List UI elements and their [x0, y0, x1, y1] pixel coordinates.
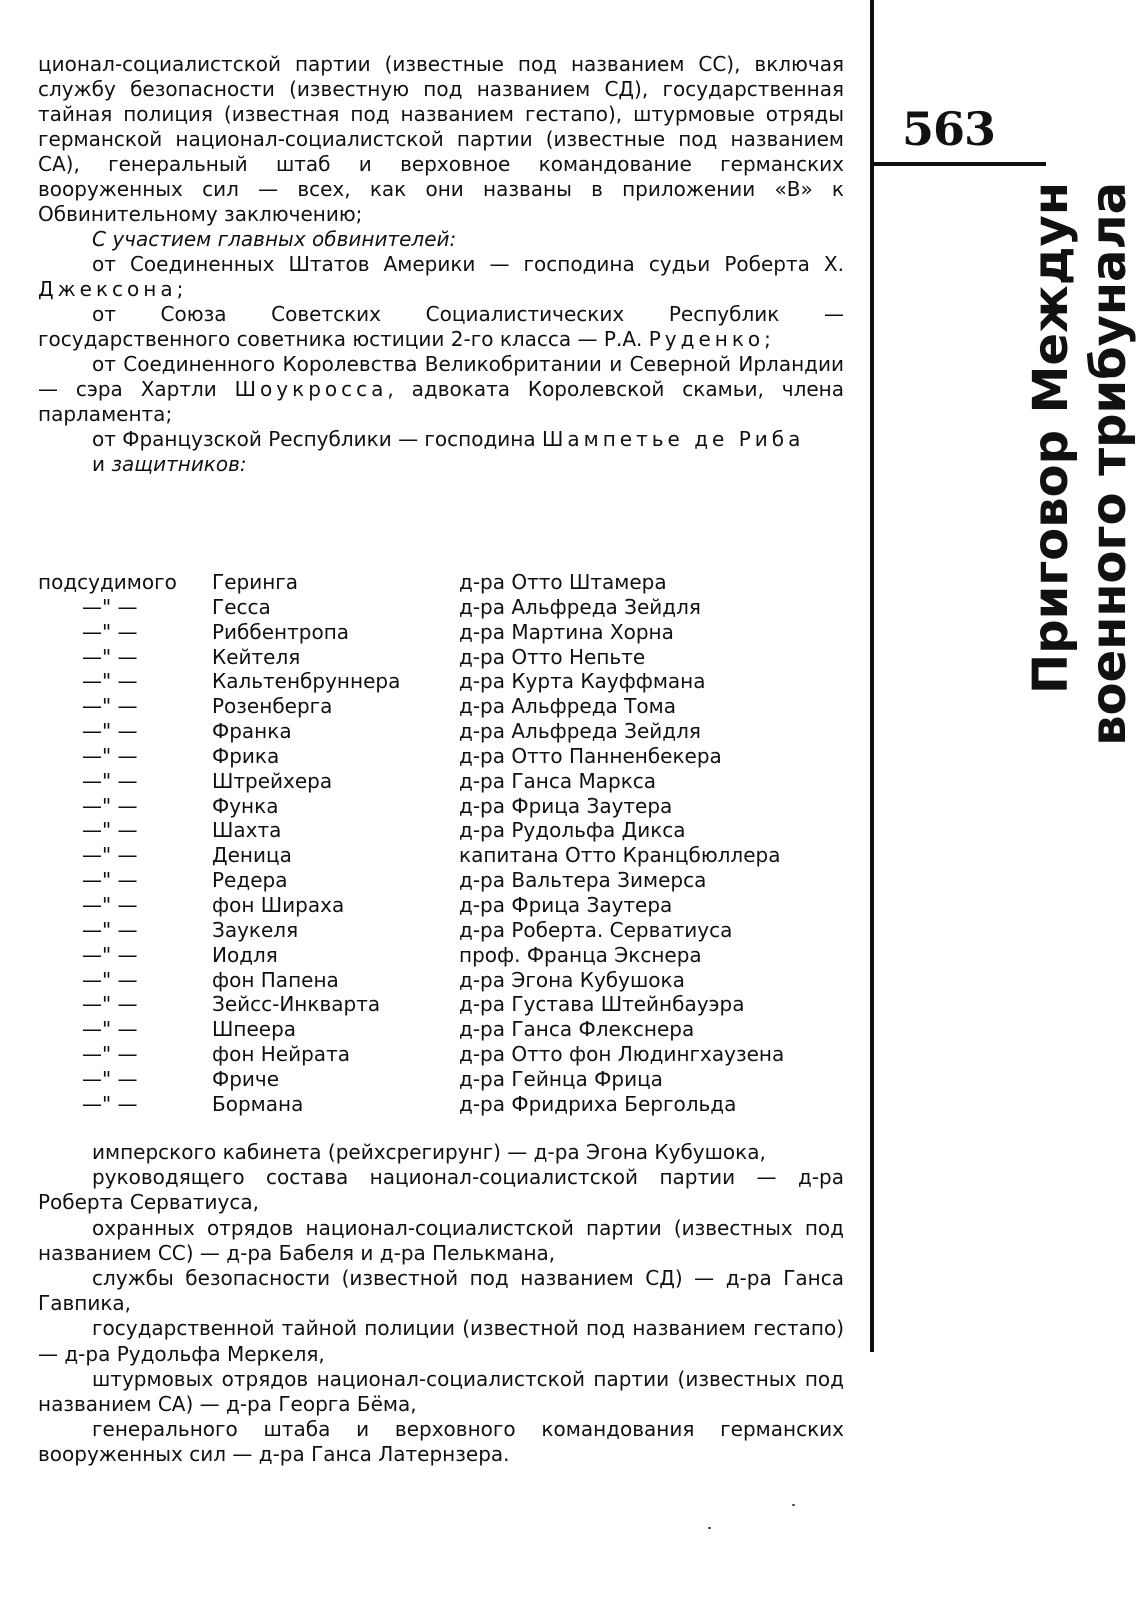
roster-row: [38, 694, 844, 719]
prosecutor-france: [38, 427, 844, 452]
organization-counsel: государственной тайной полиции (известной под названием гестапо) — д-ра Рудольфа Меркеля,: [38, 1316, 844, 1366]
roster-row: [38, 1042, 844, 1067]
roster-ditto: —" —: [82, 1042, 138, 1067]
roster-ditto: —" —: [82, 594, 138, 619]
roster-ditto: —" —: [82, 669, 138, 694]
roster-row: [38, 719, 844, 744]
running-head-line2: военного трибунала: [1081, 182, 1137, 746]
roster-row: [38, 645, 844, 670]
roster-row: [38, 943, 844, 968]
roster-row: [38, 818, 844, 843]
defenders-heading-label: защитников:: [111, 452, 247, 476]
defendant-name: Кальтенбруннера: [212, 669, 401, 694]
roster-role: подсудимого: [38, 570, 177, 594]
prosecutor-ussr-name: Руденко: [648, 327, 765, 351]
defendant-name: Фриче: [212, 1066, 280, 1091]
prosecutor-uk-end: , адвоката Королевской скамьи, члена парламента;: [38, 377, 844, 426]
counsel-name: д-ра Ганса Маркса: [459, 768, 657, 793]
organization-counsel: службы безопасности (известной под названием СД) — д-ра Ганса Гавпика,: [38, 1266, 844, 1316]
roster-ditto: —" —: [82, 967, 138, 992]
counsel-name: д-ра Отто Штамера: [459, 570, 667, 594]
defendant-name: Фрика: [212, 743, 280, 768]
prosecutor-usa: [38, 252, 844, 302]
roster-row: [38, 1067, 844, 1092]
counsel-name: д-ра Ганса Флекснера: [459, 1017, 695, 1042]
counsel-name: д-ра Фридриха Бергольда: [459, 1091, 737, 1116]
counsel-name: д-ра Роберта. Серватиуса: [459, 917, 733, 942]
counsel-name: д-ра Рудольфа Дикса: [459, 818, 686, 843]
counsel-name: д-ра Мартина Хорна: [459, 619, 674, 644]
counsel-name: д-ра Вальтера Зимерса: [459, 868, 707, 893]
defendant-name: фон Нейрата: [212, 1042, 350, 1067]
roster-row: [38, 992, 844, 1017]
intro-text: [38, 52, 844, 477]
roster-ditto: —" —: [82, 644, 138, 669]
roster-row: [38, 620, 844, 645]
roster-row: [38, 868, 844, 893]
defendants-roster: [38, 570, 844, 1117]
roster-ditto: —" —: [82, 694, 138, 719]
counsel-name: д-ра Густава Штейнбауэра: [459, 992, 745, 1017]
roster-ditto: —" —: [82, 917, 138, 942]
roster-ditto: —" —: [82, 892, 138, 917]
roster-row: [38, 794, 844, 819]
roster-ditto: —" —: [82, 743, 138, 768]
roster-row: [38, 570, 844, 595]
prosecutor-ussr: [38, 302, 844, 352]
prosecutor-uk-name: Шоукросса: [234, 377, 388, 401]
defenders-heading: [38, 452, 844, 477]
defendant-name: фон Папена: [212, 967, 339, 992]
organization-counsel: генерального штаба и верховного командования германских вооруженных сил — д-ра Ганса Латернзера.: [38, 1417, 844, 1467]
defendant-name: Штрейхера: [212, 768, 333, 793]
counsel-name: д-ра Отто Панненбекера: [459, 743, 722, 768]
prosecutor-usa-name: Джексона: [38, 277, 177, 301]
roster-ditto: —" —: [82, 619, 138, 644]
counsel-name: проф. Франца Экснера: [459, 942, 702, 967]
counsel-name: д-ра Эгона Кубушока: [459, 967, 685, 992]
counsel-name: д-ра Альфреда Зейдля: [459, 594, 701, 619]
prosecutor-uk-text: от Соединенного Королевства Великобритании и Северной Ирландии — сэра Хартли: [38, 352, 844, 401]
prosecutor-ussr-end: ;: [764, 327, 771, 351]
prosecutor-france-text: от Французской Республики — господина: [92, 427, 542, 451]
defenders-heading-pre: и: [92, 452, 112, 476]
roster-row: [38, 968, 844, 993]
defendant-name: Геринга: [212, 570, 299, 594]
counsel-name: д-ра Курта Кауффмана: [459, 669, 706, 694]
defendant-name: Заукеля: [212, 917, 299, 942]
running-head-line1: Приговор Междун: [1023, 182, 1079, 694]
roster-row: [38, 669, 844, 694]
defendant-name: Функа: [212, 793, 279, 818]
roster-row: [38, 918, 844, 943]
defendant-name: Франка: [212, 719, 292, 744]
defendant-name: Розенберга: [212, 694, 333, 719]
defendant-name: Зейсс-Инкварта: [212, 992, 381, 1017]
roster-row: [38, 1017, 844, 1042]
defendant-name: Гесса: [212, 594, 271, 619]
defendant-name: Шахта: [212, 818, 282, 843]
roster-ditto: —" —: [82, 868, 138, 893]
defendant-name: Иодля: [212, 942, 278, 967]
prosecutor-ussr-text: от Союза Советских Социалистических Республик — государственного советника юстиции 2-го класса — Р.А.: [38, 302, 844, 351]
roster-row: [38, 843, 844, 868]
roster-ditto: —" —: [82, 719, 138, 744]
defendant-name: Бормана: [212, 1091, 304, 1116]
roster-ditto: —" —: [82, 818, 138, 843]
counsel-name: д-ра Альфреда Зейдля: [459, 719, 701, 744]
organization-counsel: имперского кабинета (рейхсрегирунг) — д-ра Эгона Кубушока,: [92, 1140, 766, 1164]
counsel-name: д-ра Гейнца Фрица: [459, 1066, 663, 1091]
roster-ditto: —" —: [82, 942, 138, 967]
defendant-name: Редера: [212, 868, 288, 893]
print-speck: [792, 1504, 795, 1506]
roster-ditto: —" —: [82, 1091, 138, 1116]
roster-row: [38, 595, 844, 620]
prosecutor-uk: [38, 352, 844, 427]
print-speck: [708, 1527, 711, 1529]
counsel-name: капитана Отто Кранцбюллера: [459, 843, 781, 868]
roster-ditto: —" —: [82, 1017, 138, 1042]
horizontal-rule: [874, 162, 1046, 166]
counsel-name: д-ра Фрица Заутера: [459, 892, 673, 917]
roster-ditto: —" —: [82, 768, 138, 793]
roster-row: [38, 769, 844, 794]
organization-counsel: охранных отрядов национал-социалистской партии (известных под названием СС) — д-ра Бабеля и д-ра Пелькмана,: [38, 1215, 844, 1265]
prosecutor-usa-end: ;: [176, 277, 184, 301]
defendant-name: Шпеера: [212, 1017, 297, 1042]
roster-ditto: —" —: [82, 843, 138, 868]
roster-row: [38, 893, 844, 918]
counsel-name: д-ра Отто фон Людингхаузена: [459, 1042, 785, 1067]
intro-paragraph: ционал-социалистской партии (известные под названием СС), включая службу безопасности (известную под названием СД), государственная тайная полиция (известная под названием гестапо), штурмовые отряды германской национал-социалистской партии (известные под названием СА), генеральный штаб и верховное командование германских вооруженных сил — всех, как они названы в приложении «В» к Обвинительному заключению;: [38, 52, 844, 226]
counsel-name: д-ра Отто Непьте: [459, 644, 646, 669]
roster-row: [38, 744, 844, 769]
organization-counsel: руководящего состава национал-социалистской партии — д-ра Роберта Серватиуса,: [38, 1165, 844, 1215]
running-head: [1022, 182, 1138, 862]
roster-ditto: —" —: [82, 1066, 138, 1091]
page-number: 563: [902, 102, 996, 156]
defendant-name: Деница: [212, 843, 292, 868]
prosecutors-heading: С участием главных обвинителей:: [92, 227, 457, 251]
prosecutor-usa-text: от Соединенных Штатов Америки — господина судьи Роберта Х.: [92, 252, 844, 276]
defendant-name: Риббентропа: [212, 619, 350, 644]
vertical-rule: [870, 0, 874, 1352]
defendant-name: фон Шираха: [212, 892, 345, 917]
roster-ditto: —" —: [82, 793, 138, 818]
organizations-text: [38, 1140, 844, 1468]
prosecutor-france-name: Шампетье де Риба: [542, 427, 805, 451]
organization-counsel: штурмовых отрядов национал-социалистской партии (известных под названием СА) — д-ра Георга Бёма,: [38, 1366, 844, 1417]
roster-row: [38, 1092, 844, 1117]
roster-ditto: —" —: [82, 992, 138, 1017]
defendant-name: Кейтеля: [212, 644, 301, 669]
counsel-name: д-ра Альфреда Тома: [459, 694, 676, 719]
counsel-name: д-ра Фрица Заутера: [459, 793, 673, 818]
